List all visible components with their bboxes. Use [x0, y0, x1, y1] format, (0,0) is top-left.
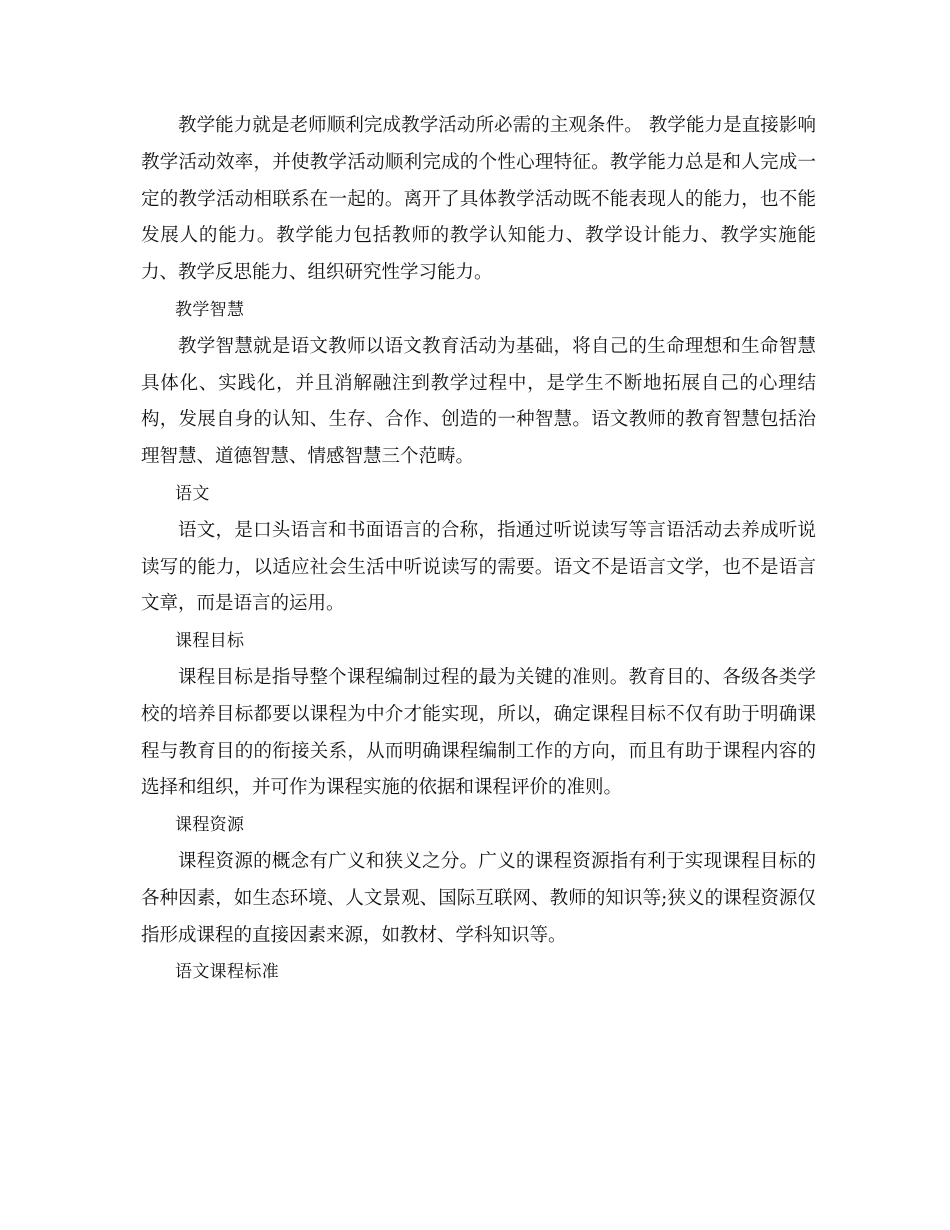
heading-curriculum-resources: 课程资源 — [175, 815, 245, 836]
heading-curriculum-goals: 课程目标 — [175, 631, 245, 652]
paragraph-teaching-ability: 教学能力就是老师顺利完成教学活动所必需的主观条件。 教学能力是直接影响教学活动效率，并使教学活动顺利完成的个性心理特征。教学能力总是和人完成一定的教学活动相联系在一起的。离开了具体教学活动既不能表现人的能力，也不能发展人的能力。教学能力包括教师的教学认知能力、教学设计能力、教学实施能力、教学反思能力、组织研究性学习能力。 — [141, 115, 816, 284]
paragraph-curriculum-goals: 课程目标是指导整个课程编制过程的最为关键的准则。教育目的、各级各类学校的培养目标都要以课程为中介才能实现，所以，确定课程目标不仅有助于明确课程与教育目的的衔接关系，从而明确课程编制工作的方向，而且有助于课程内容的选择和组织，并可作为课程实施的依据和课程评价的准则。 — [141, 666, 816, 799]
paragraph-teaching-wisdom: 教学智慧就是语文教师以语文教育活动为基础，将自己的生命理想和生命智慧具体化、实践化，并且消解融注到教学过程中，是学生不断地拓展自己的心理结构，发展自身的认知、生存、合作、创造的一种智慧。语文教师的教育智慧包括治理智慧、道德智慧、情感智慧三个范畴。 — [141, 335, 816, 468]
heading-chinese-curriculum-standard: 语文课程标准 — [175, 962, 280, 983]
heading-teaching-wisdom: 教学智慧 — [175, 299, 245, 320]
paragraph-curriculum-resources: 课程资源的概念有广义和狭义之分。广义的课程资源指有利于实现课程目标的各种因素，如生态环境、人文景观、国际互联网、教师的知识等;狭义的课程资源仅指形成课程的直接因素来源，如教材、学科知识等。 — [141, 850, 816, 946]
paragraph-chinese-language: 语文，是口头语言和书面语言的合称，指通过听说读写等言语活动去养成听说读写的能力，以适应社会生活中听说读写的需要。语文不是语言文学，也不是语言文章，而是语言的运用。 — [141, 519, 816, 615]
heading-chinese-language: 语文 — [175, 483, 210, 504]
